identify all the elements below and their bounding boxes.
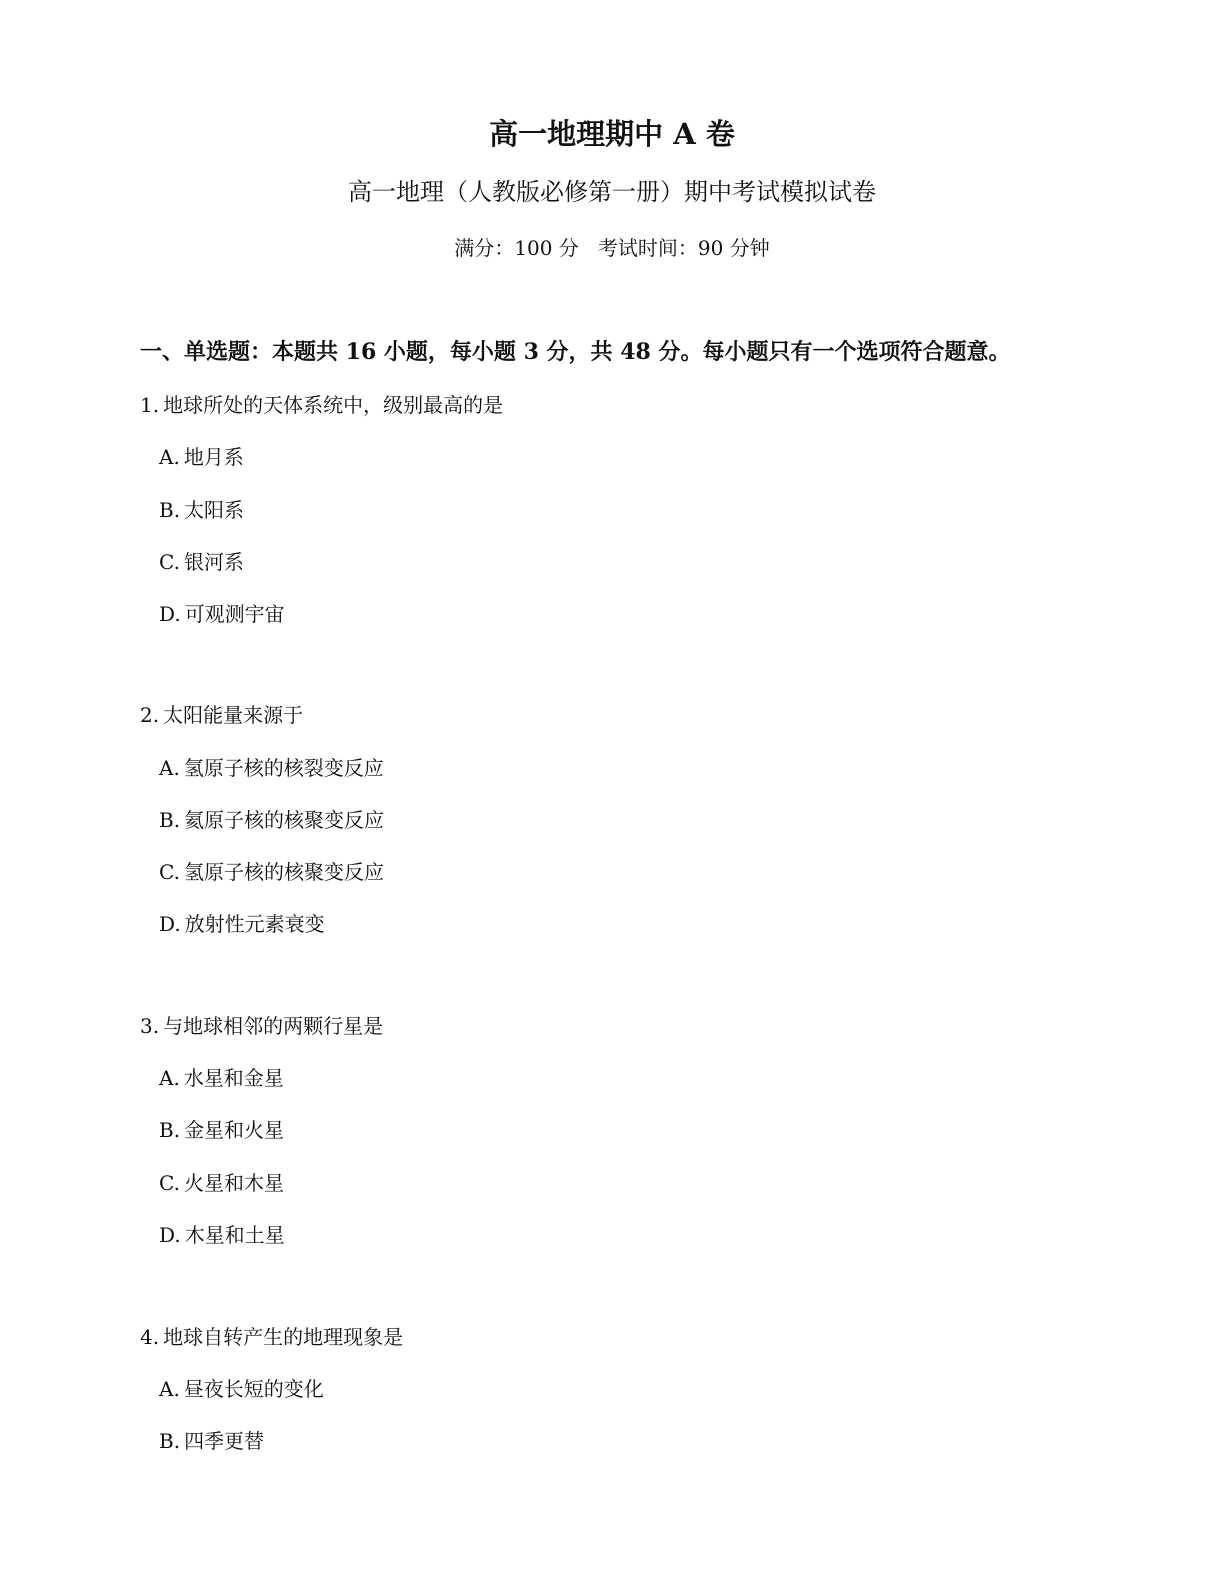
- option-text: 木星和土星: [184, 1223, 285, 1247]
- option-key: B.: [159, 808, 181, 832]
- option-text: 可观测宇宙: [184, 602, 285, 626]
- question-number: 1.: [140, 393, 160, 417]
- question-2-option-d: [159, 908, 325, 940]
- question-2: [140, 699, 303, 731]
- question-1-option-d: [159, 598, 285, 630]
- page-subtitle: 高一地理（人教版必修第一册）期中考试模拟试卷: [348, 178, 876, 206]
- option-key: C.: [159, 550, 180, 574]
- question-4: [140, 1321, 403, 1353]
- option-key: B.: [159, 1118, 181, 1142]
- option-key: D.: [159, 912, 181, 936]
- question-4-option-a: [159, 1373, 324, 1405]
- option-key: A.: [159, 1066, 180, 1090]
- question-2-option-c: [159, 856, 384, 888]
- option-text: 四季更替: [184, 1429, 265, 1453]
- option-key: C.: [159, 1171, 180, 1195]
- question-stem: 地球所处的天体系统中，级别最高的是: [163, 393, 504, 417]
- option-key: A.: [159, 445, 180, 469]
- option-text: 昼夜长短的变化: [183, 1377, 324, 1401]
- option-key: A.: [159, 1377, 180, 1401]
- question-number: 2.: [140, 703, 160, 727]
- question-2-option-a: [159, 752, 384, 784]
- question-stem: 与地球相邻的两颗行星是: [163, 1014, 384, 1038]
- option-text: 太阳系: [184, 498, 245, 522]
- option-key: B.: [159, 498, 181, 522]
- option-key: B.: [159, 1429, 181, 1453]
- option-text: 氢原子核的核聚变反应: [183, 860, 384, 884]
- page-title: 高一地理期中 A 卷: [489, 117, 735, 151]
- option-text: 地月系: [183, 445, 244, 469]
- question-2-option-b: [159, 804, 384, 836]
- question-3-option-c: [159, 1167, 284, 1199]
- question-3: [140, 1010, 383, 1042]
- question-3-option-b: [159, 1114, 284, 1146]
- exam-meta: 满分：100 分 考试时间：90 分钟: [454, 236, 770, 260]
- option-text: 氢原子核的核裂变反应: [183, 756, 384, 780]
- option-key: D.: [159, 602, 181, 626]
- option-key: C.: [159, 860, 180, 884]
- question-number: 4.: [140, 1325, 160, 1349]
- question-number: 3.: [140, 1014, 160, 1038]
- question-1-option-a: [159, 441, 244, 473]
- question-3-option-a: [159, 1062, 284, 1094]
- option-key: D.: [159, 1223, 181, 1247]
- question-1-option-b: [159, 494, 244, 526]
- question-3-option-d: [159, 1219, 285, 1251]
- question-stem: 太阳能量来源于: [163, 703, 304, 727]
- question-4-option-b: [159, 1425, 264, 1457]
- option-key: A.: [159, 756, 180, 780]
- option-text: 水星和金星: [183, 1066, 284, 1090]
- option-text: 银河系: [183, 550, 244, 574]
- option-text: 氦原子核的核聚变反应: [184, 808, 385, 832]
- question-stem: 地球自转产生的地理现象是: [163, 1325, 404, 1349]
- option-text: 金星和火星: [184, 1118, 285, 1142]
- option-text: 火星和木星: [183, 1171, 284, 1195]
- option-text: 放射性元素衰变: [184, 912, 325, 936]
- question-1-option-c: [159, 546, 244, 578]
- question-1: [140, 389, 503, 421]
- section-heading: 一、单选题：本题共 16 小题，每小题 3 分，共 48 分。每小题只有一个选项符合题意。: [140, 339, 1011, 365]
